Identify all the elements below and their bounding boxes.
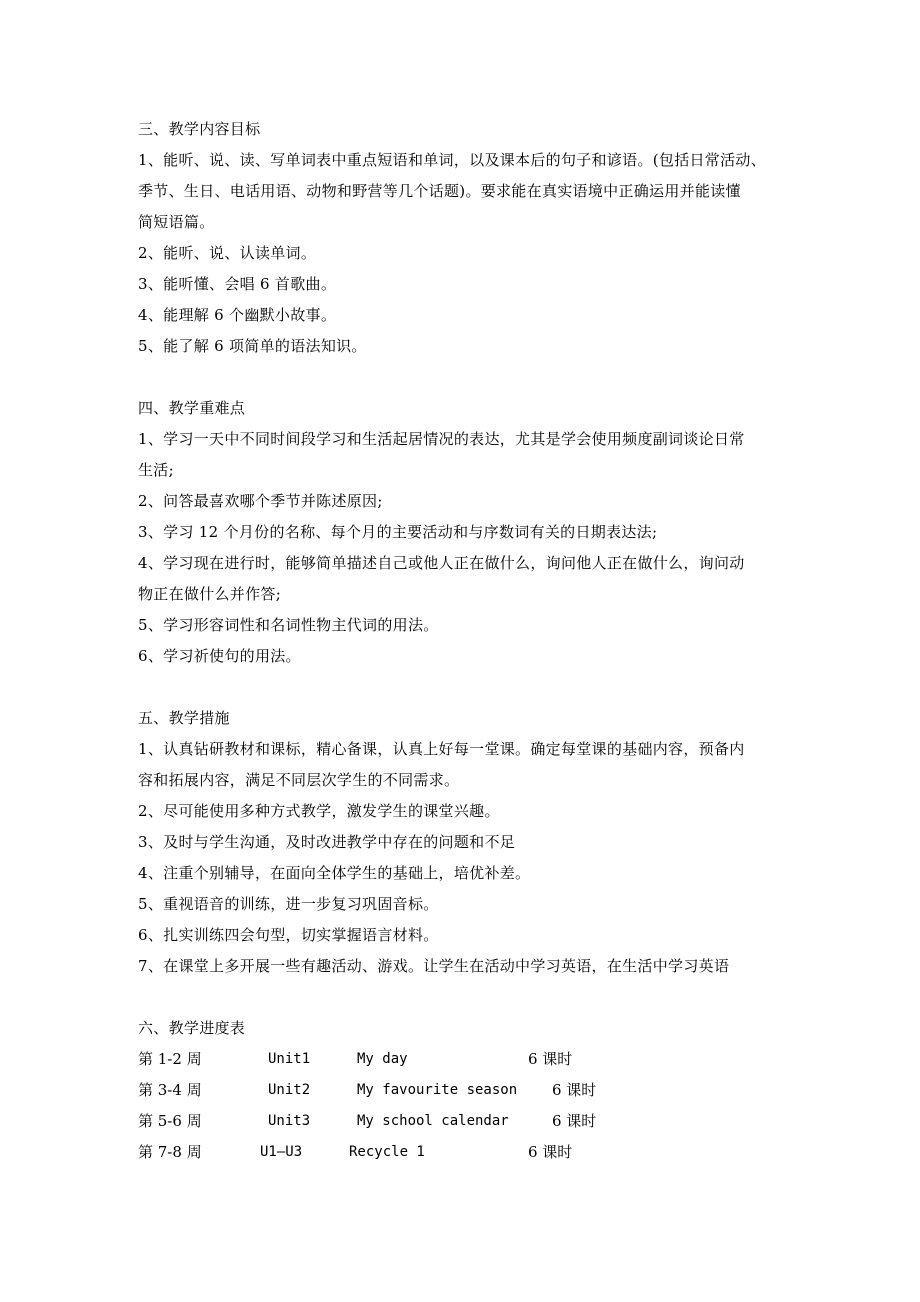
paragraph-line: 1、能听、说、读、写单词表中重点短语和单词，以及课本后的句子和谚语。(包括日常活动、 — [138, 151, 766, 169]
paragraph-line: 2、能听、说、认读单词。 — [138, 244, 317, 262]
schedule-weeks: 第 5-6 周 — [138, 1112, 202, 1130]
schedule-weeks: 第 3-4 周 — [138, 1081, 202, 1099]
paragraph-line: 2、问答最喜欢哪个季节并陈述原因; — [138, 492, 383, 510]
paragraph-line: 1、认真钻研教材和课标，精心备课，认真上好每一堂课。确定每堂课的基础内容，预备内 — [138, 740, 745, 758]
schedule-title: Recycle 1 — [349, 1144, 425, 1160]
schedule-title: My favourite season — [357, 1082, 518, 1098]
section-spacer — [138, 982, 798, 1013]
schedule-row — [138, 1137, 798, 1168]
schedule-weeks: 第 1-2 周 — [138, 1050, 202, 1068]
paragraph-line: 5、学习形容词性和名词性物主代词的用法。 — [138, 616, 439, 634]
section-heading-content-goals: 三、教学内容目标 — [138, 120, 261, 138]
schedule-row — [138, 1044, 798, 1075]
paragraph-line: 4、注重个别辅导，在面向全体学生的基础上，培优补差。 — [138, 864, 531, 882]
paragraph-line: 6、学习祈使句的用法。 — [138, 647, 301, 665]
document-page — [138, 114, 798, 1168]
section-heading-key-points: 四、教学重难点 — [138, 399, 246, 417]
schedule-unit: Unit1 — [268, 1051, 311, 1067]
paragraph-line: 6、扎实训练四会句型，切实掌握语言材料。 — [138, 926, 439, 944]
schedule-row — [138, 1075, 798, 1106]
paragraph-line: 简短语篇。 — [138, 213, 215, 231]
section-heading-schedule: 六、教学进度表 — [138, 1019, 246, 1037]
schedule-hours: 6 课时 — [528, 1050, 573, 1068]
paragraph-line: 3、学习 12 个月份的名称、每个月的主要活动和与序数词有关的日期表达法; — [138, 523, 658, 541]
schedule-hours: 6 课时 — [528, 1143, 573, 1161]
paragraph-line: 3、及时与学生沟通，及时改进教学中存在的问题和不足 — [138, 833, 516, 851]
paragraph-line: 生活; — [138, 461, 174, 479]
paragraph-line: 7、在课堂上多开展一些有趣活动、游戏。让学生在活动中学习英语，在生活中学习英语 — [138, 957, 730, 975]
schedule-unit: Unit3 — [268, 1113, 311, 1129]
paragraph-line: 季节、生日、电话用语、动物和野营等几个话题)。要求能在真实语境中正确运用并能读懂 — [138, 182, 741, 200]
schedule-title: My day — [357, 1051, 408, 1067]
paragraph-line: 5、重视语音的训练，进一步复习巩固音标。 — [138, 895, 439, 913]
paragraph-line: 1、学习一天中不同时间段学习和生活起居情况的表达，尤其是学会使用频度副词谈论日常 — [138, 430, 745, 448]
section-spacer — [138, 362, 798, 393]
paragraph-line: 2、尽可能使用多种方式教学，激发学生的课堂兴趣。 — [138, 802, 500, 820]
paragraph-line: 物正在做什么并作答; — [138, 585, 282, 603]
schedule-unit: U1—U3 — [260, 1144, 303, 1160]
schedule-unit: Unit2 — [268, 1082, 311, 1098]
paragraph-line: 5、能了解 6 项简单的语法知识。 — [138, 337, 367, 355]
schedule-title: My school calendar — [357, 1113, 509, 1129]
paragraph-line: 4、学习现在进行时，能够简单描述自己或他人正在做什么，询问他人正在做什么，询问动 — [138, 554, 745, 572]
section-heading-measures: 五、教学措施 — [138, 709, 230, 727]
schedule-hours: 6 课时 — [552, 1081, 597, 1099]
paragraph-line: 3、能听懂、会唱 6 首歌曲。 — [138, 275, 337, 293]
schedule-hours: 6 课时 — [552, 1112, 597, 1130]
schedule-row — [138, 1106, 798, 1137]
section-spacer — [138, 672, 798, 703]
paragraph-line: 4、能理解 6 个幽默小故事。 — [138, 306, 337, 324]
paragraph-line: 容和拓展内容，满足不同层次学生的不同需求。 — [138, 771, 460, 789]
schedule-weeks: 第 7-8 周 — [138, 1143, 202, 1161]
